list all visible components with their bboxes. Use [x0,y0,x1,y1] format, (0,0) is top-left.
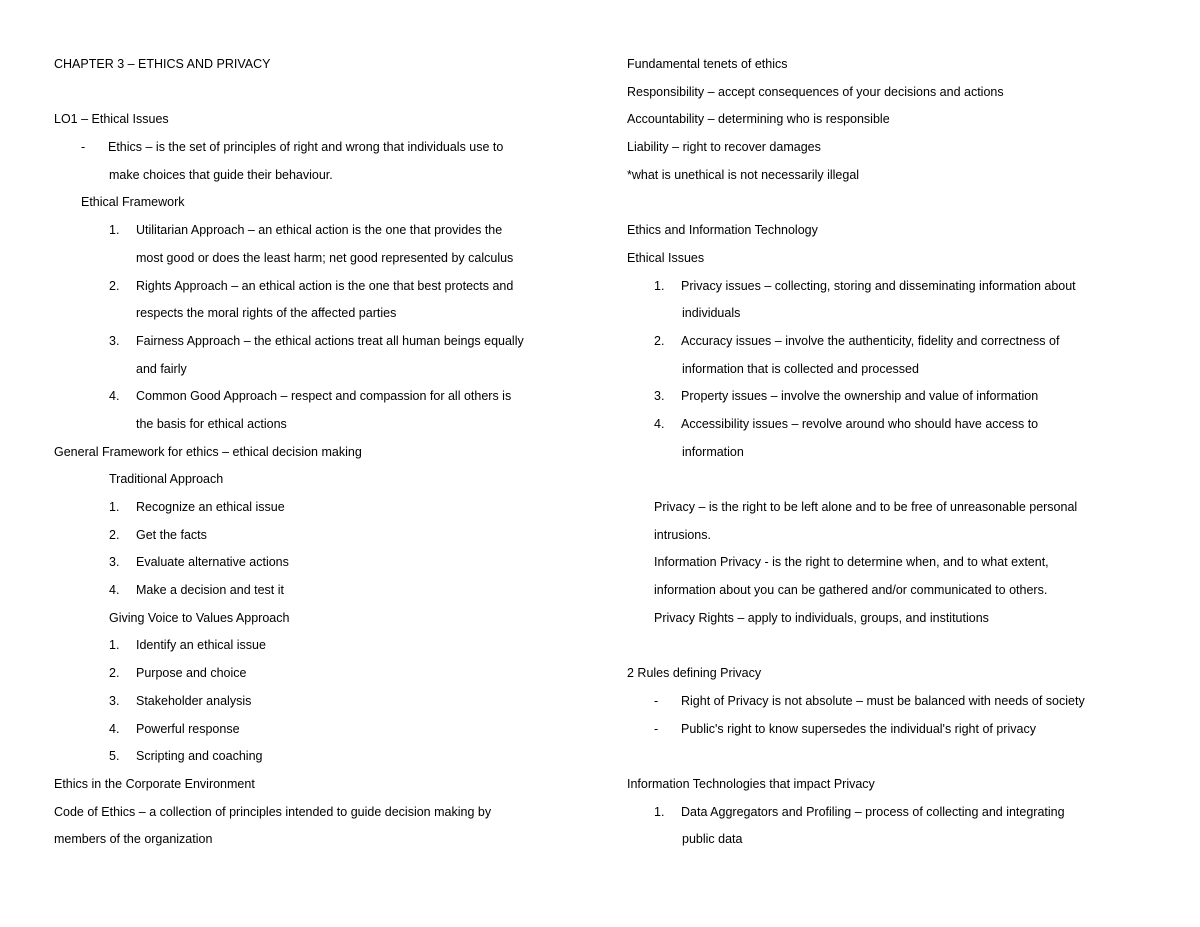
list-item-cont: public data [682,832,743,847]
list-item: 1. Identify an ethical issue [109,638,266,653]
ethics-definition: - Ethics – is the set of principles of right and wrong that individuals use to [81,140,504,155]
list-item: 3. Fairness Approach – the ethical actions treat all human beings equally [109,333,524,348]
privacy-def-cont: intrusions. [654,527,711,542]
list-item-cont: information that is collected and processed [682,361,919,376]
framework-rights: Rights Approach – an ethical action is the one that best protects and [136,278,514,293]
issue-accessibility: Accessibility issues – revolve around who should have access to [681,416,1039,431]
list-item: 1. Recognize an ethical issue [109,500,285,514]
rule-public-right: Public's right to know supersedes the individual's right of privacy [681,721,1036,736]
ethics-definition-text: Ethics – is the set of principles of right and wrong that individuals use to [108,140,504,155]
code-of-ethics-def-cont: members of the organization [54,832,213,847]
list-item-cont: and fairly [136,361,187,376]
list-item: 4. Powerful response [109,721,240,736]
privacy-def: Privacy – is the right to be left alone and to be free of unreasonable personal [654,500,1078,514]
responsibility-def: Responsibility – accept consequences of your decisions and actions [627,84,1004,99]
list-item: 2. Purpose and choice [109,666,247,681]
issue-privacy: Privacy issues – collecting, storing and disseminating information about [681,278,1076,293]
privacy-rights-def: Privacy Rights – apply to individuals, groups, and institutions [654,610,989,625]
list-item: 1. Privacy issues – collecting, storing and disseminating information about [654,278,1076,293]
lo1-heading: LO1 – Ethical Issues [54,112,169,127]
list-item: 5. Scripting and coaching [109,749,263,764]
ethical-issues-heading: Ethical Issues [627,250,705,265]
liability-def: Liability – right to recover damages [627,140,821,155]
ethics-it-heading: Ethics and Information Technology [627,223,818,238]
code-of-ethics-def: Code of Ethics – a collection of principles intended to guide decision making by [54,804,492,819]
framework-fairness: Fairness Approach – the ethical actions treat all human beings equally [136,333,524,348]
left-column [54,53,584,856]
framework-common-good: Common Good Approach – respect and compassion for all others is [136,389,512,404]
info-privacy-def-cont: information about you can be gathered and/or communicated to others. [654,583,1048,598]
issue-property: Property issues – involve the ownership and value of information [681,389,1039,404]
general-framework-heading: General Framework for ethics – ethical decision making [54,444,362,459]
list-item-cont: most good or does the least harm; net good represented by calculus [136,250,514,265]
tenets-heading: Fundamental tenets of ethics [627,57,788,71]
list-item: 4. Accessibility issues – revolve around who should have access to [654,416,1039,431]
list-item: 1. Utilitarian Approach – an ethical action is the one that provides the [109,223,503,238]
right-column [627,53,1167,856]
list-item: 2. Accuracy issues – involve the authenticity, fidelity and correctness of [654,333,1060,348]
list-item: 4. Common Good Approach – respect and compassion for all others is [109,389,512,404]
accountability-def: Accountability – determining who is responsible [627,112,890,127]
list-item-cont: respects the moral rights of the affected parties [136,306,397,321]
corporate-heading: Ethics in the Corporate Environment [54,776,255,791]
traditional-approach-heading: Traditional Approach [109,472,224,487]
chapter-title: CHAPTER 3 – ETHICS AND PRIVACY [54,57,271,71]
framework-utilitarian: Utilitarian Approach – an ethical action is the one that provides the [136,223,503,238]
list-item: 3. Property issues – involve the ownership and value of information [654,389,1039,404]
illegal-note: *what is unethical is not necessarily illegal [627,167,860,182]
list-item-cont: individuals [682,306,741,321]
list-item: 3. Stakeholder analysis [109,693,252,708]
gvv-approach-heading: Giving Voice to Values Approach [109,610,290,625]
info-privacy-def: Information Privacy - is the right to determine when, and to what extent, [654,555,1049,570]
tech-heading: Information Technologies that impact Privacy [627,776,875,791]
list-item-cont: information [682,444,744,459]
list-item: - Right of Privacy is not absolute – must be balanced with needs of society [654,693,1085,708]
ethical-framework-heading: Ethical Framework [81,195,185,210]
list-item: - Public's right to know supersedes the individual's right of privacy [654,721,1036,736]
rules-heading: 2 Rules defining Privacy [627,666,762,681]
list-item: 3. Evaluate alternative actions [109,555,289,570]
list-item: 2. Get the facts [109,527,207,542]
rule-not-absolute: Right of Privacy is not absolute – must be balanced with needs of society [681,693,1085,708]
list-item: 1. Data Aggregators and Profiling – process of collecting and integrating [654,804,1065,819]
tech-data-aggregators: Data Aggregators and Profiling – process of collecting and integrating [681,804,1065,819]
list-item: 4. Make a decision and test it [109,583,284,598]
list-item-cont: the basis for ethical actions [136,416,287,431]
list-item: 2. Rights Approach – an ethical action is the one that best protects and [109,278,514,293]
ethics-definition-cont: make choices that guide their behaviour. [109,167,333,182]
issue-accuracy: Accuracy issues – involve the authenticity, fidelity and correctness of [681,333,1060,348]
